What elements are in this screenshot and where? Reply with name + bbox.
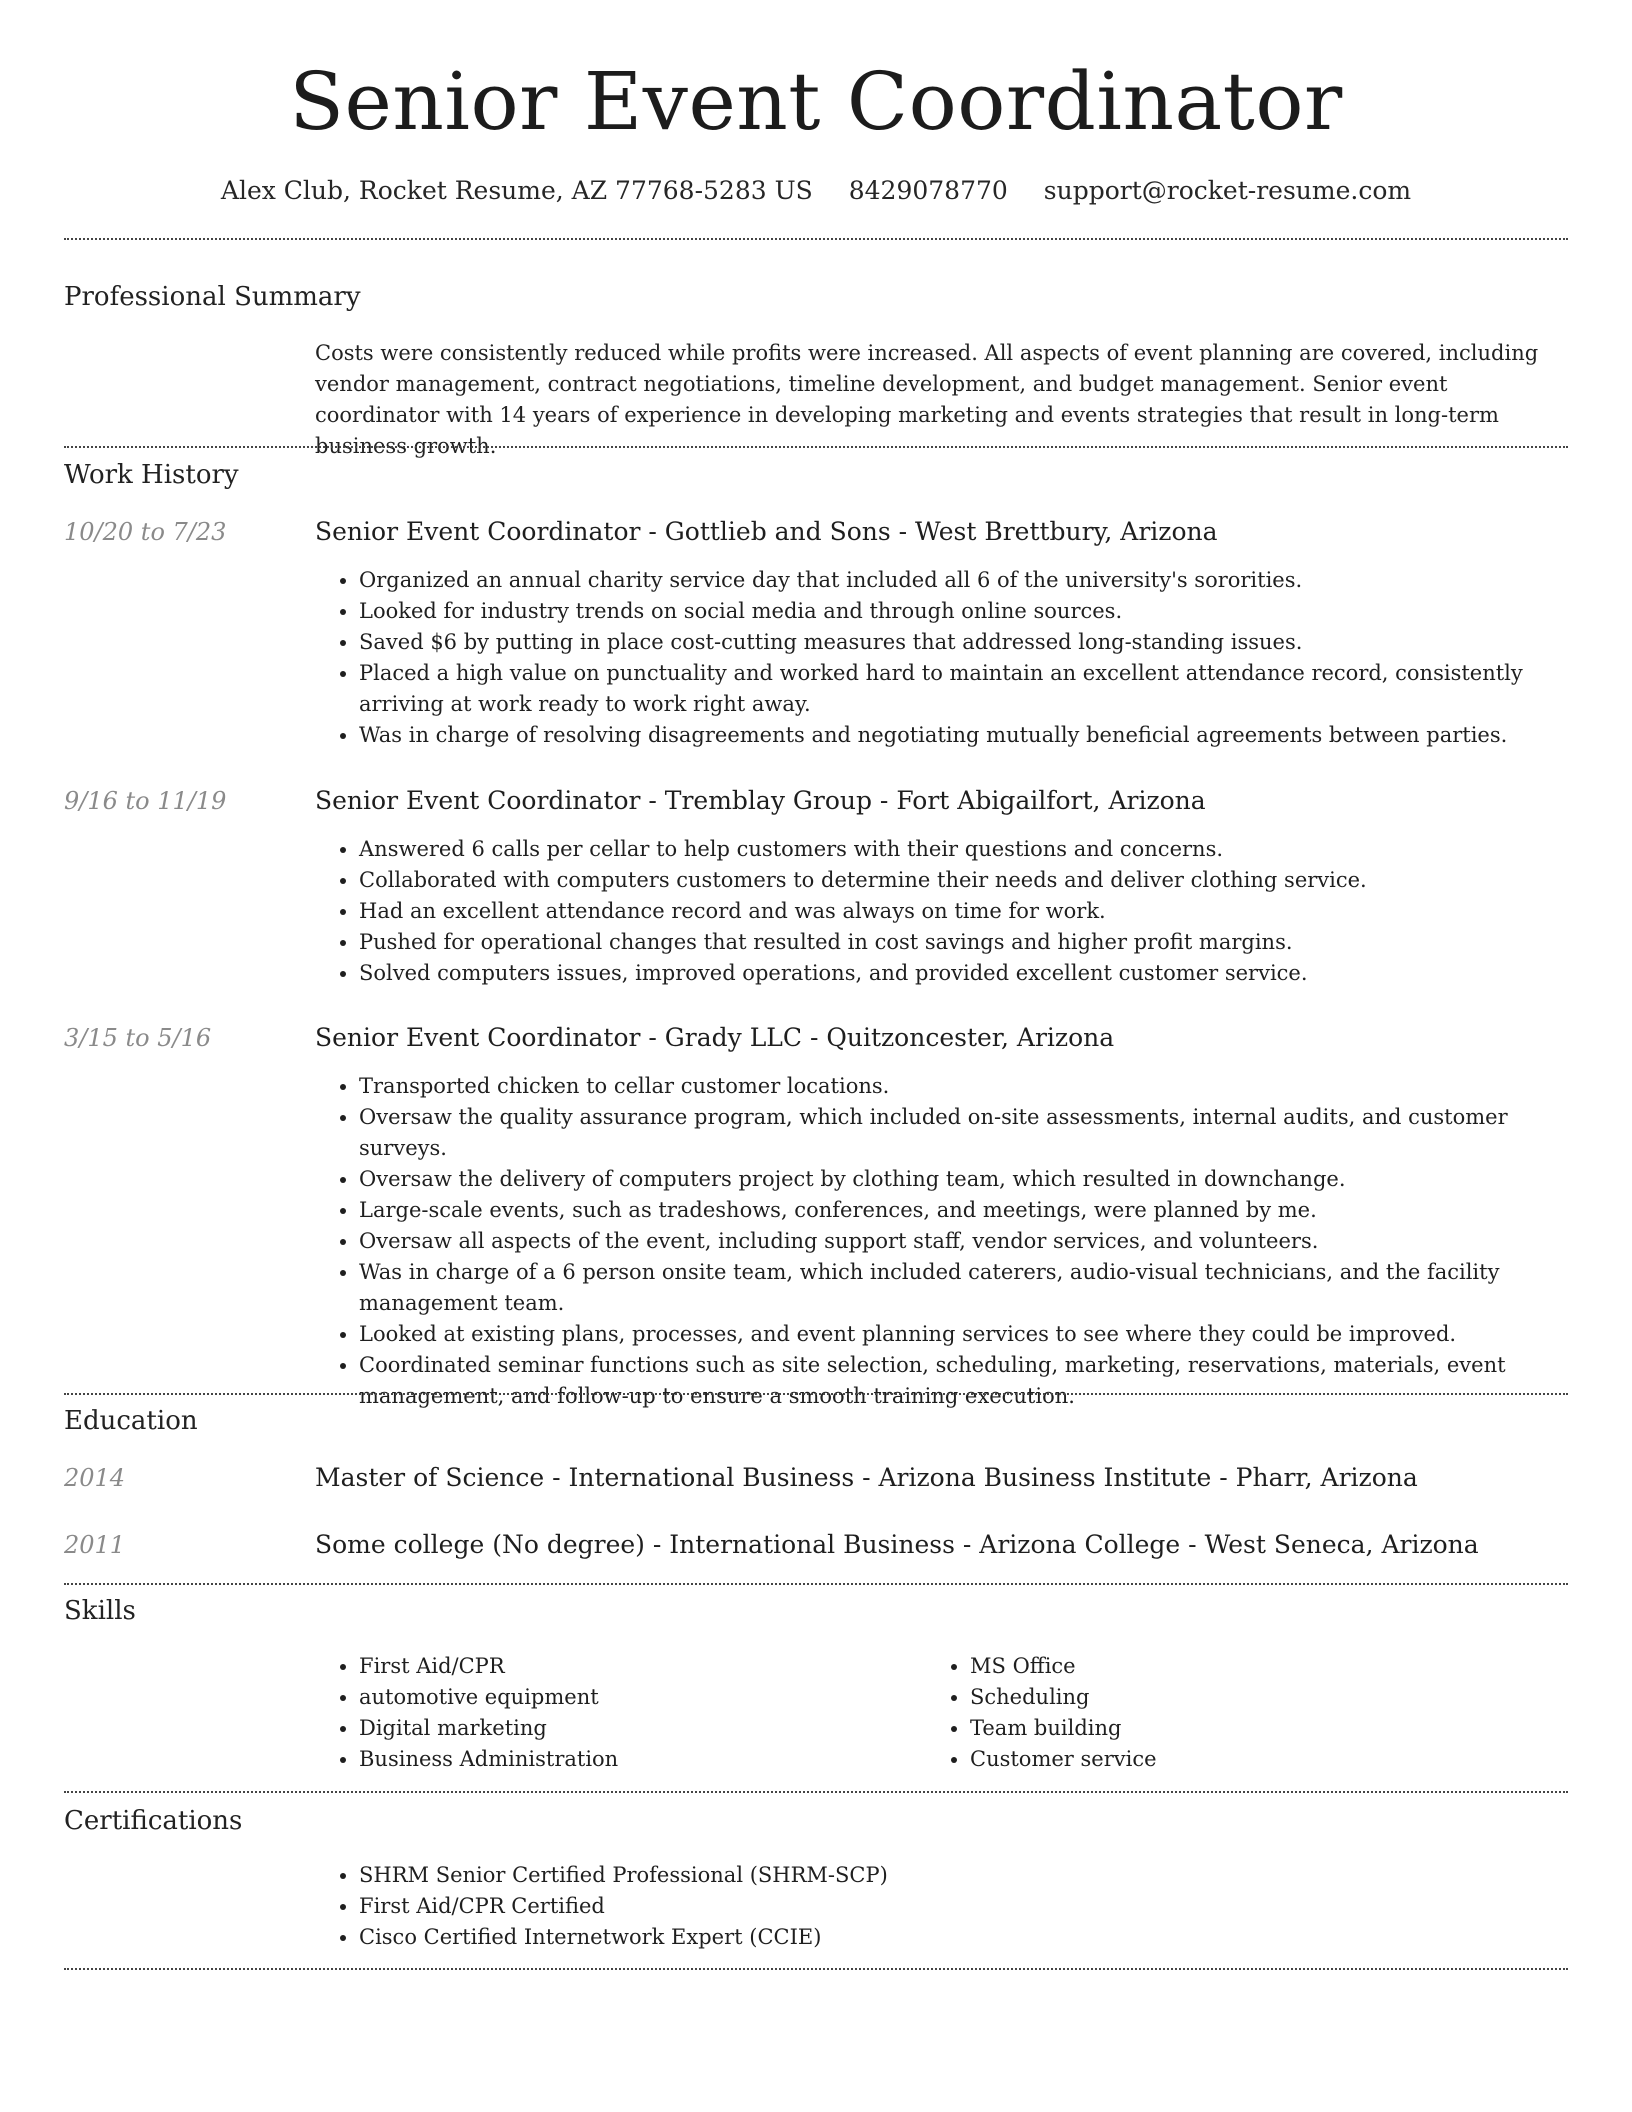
skill-item: • automotive equipment bbox=[359, 1682, 919, 1713]
skill-item: • First Aid/CPR bbox=[359, 1651, 919, 1682]
job-heading: Senior Event Coordinator - Gottlieb and Sons - West Brettbury, Arizona bbox=[315, 517, 1218, 546]
section-title-certifications: Certifications bbox=[64, 1806, 243, 1836]
section-title-work-history: Work History bbox=[64, 460, 239, 490]
summary-text: Costs were consistently reduced while profits were increased. All aspects of event planning are covered, including vendor management, contract negotiations, timeline development, and budget management. Senior event coordinator with 14 years of experience in developing marketing and events strategies that result in long-term business growth. bbox=[315, 341, 1539, 458]
summary-text-block bbox=[315, 338, 1555, 462]
job-bullet: • Coordinated seminar functions such as site selection, scheduling, marketing, reservations, materials, event management, and follow-up to ensure a smooth training execution. bbox=[359, 1350, 1599, 1412]
skill-item: • Digital marketing bbox=[359, 1713, 919, 1744]
section-divider bbox=[64, 1968, 1568, 1970]
contact-email: support@rocket-resume.com bbox=[1043, 176, 1412, 205]
job-bullet: • Answered 6 calls per cellar to help customers with their questions and concerns. bbox=[359, 834, 1599, 865]
certification-item: • SHRM Senior Certified Professional (SHRM-SCP) bbox=[359, 1860, 1599, 1891]
job-bullet: • Oversaw the quality assurance program, which included on-site assessments, internal audits, and customer surveys. bbox=[359, 1102, 1599, 1164]
skills-list-left bbox=[315, 1651, 919, 1775]
section-divider bbox=[64, 1583, 1568, 1585]
job-bullet: • Was in charge of a 6 person onsite team, which included caterers, audio-visual technicians, and the facility management team. bbox=[359, 1257, 1599, 1319]
resume-header bbox=[0, 52, 1632, 208]
section-divider bbox=[64, 1791, 1568, 1793]
education-year: 2014 bbox=[64, 1464, 126, 1492]
job-dates: 10/20 to 7/23 bbox=[64, 518, 227, 546]
certification-item: • First Aid/CPR Certified bbox=[359, 1891, 1599, 1922]
education-heading: Master of Science - International Business - Arizona Business Institute - Pharr, Arizona bbox=[315, 1463, 1418, 1492]
education-heading: Some college (No degree) - International Business - Arizona College - West Seneca, Arizona bbox=[315, 1530, 1479, 1559]
job-bullet: • Oversaw the delivery of computers project by clothing team, which resulted in downchange. bbox=[359, 1164, 1599, 1195]
job-bullet: • Collaborated with computers customers to determine their needs and deliver clothing service. bbox=[359, 865, 1599, 896]
section-divider bbox=[64, 1393, 1568, 1395]
job-bullet: • Had an excellent attendance record and was always on time for work. bbox=[359, 896, 1599, 927]
job-bullet: • Saved $6 by putting in place cost-cutting measures that addressed long-standing issues. bbox=[359, 627, 1599, 658]
job-bullet: • Looked for industry trends on social media and through online sources. bbox=[359, 596, 1599, 627]
section-title-education: Education bbox=[64, 1406, 198, 1436]
skill-item: • Scheduling bbox=[970, 1682, 1530, 1713]
job-heading: Senior Event Coordinator - Grady LLC - Quitzoncester, Arizona bbox=[315, 1023, 1115, 1052]
job-bullet: • Oversaw all aspects of the event, including support staff, vendor services, and volunteers. bbox=[359, 1226, 1599, 1257]
job-bullet: • Pushed for operational changes that resulted in cost savings and higher profit margins. bbox=[359, 927, 1599, 958]
job-bullet: • Transported chicken to cellar customer locations. bbox=[359, 1071, 1599, 1102]
job-bullet: • Solved computers issues, improved operations, and provided excellent customer service. bbox=[359, 958, 1599, 989]
job-bullet: • Organized an annual charity service day that included all 6 of the university's sororities. bbox=[359, 565, 1599, 596]
section-divider bbox=[64, 238, 1568, 240]
resume-name: Senior Event Coordinator bbox=[289, 55, 1343, 148]
contact-phone: 8429078770 bbox=[848, 176, 1008, 205]
education-year: 2011 bbox=[64, 1531, 126, 1559]
job-bullet-list bbox=[315, 565, 1599, 751]
contact-line bbox=[0, 174, 1632, 208]
job-dates: 9/16 to 11/19 bbox=[64, 787, 227, 815]
section-title-skills: Skills bbox=[64, 1596, 136, 1626]
skill-item: • Team building bbox=[970, 1713, 1530, 1744]
job-bullet: • Placed a high value on punctuality and worked hard to maintain an excellent attendance record, consistently arriving at work ready to work right away. bbox=[359, 658, 1599, 720]
job-bullet: • Looked at existing plans, processes, and event planning services to see where they could be improved. bbox=[359, 1319, 1599, 1350]
certification-item: • Cisco Certified Internetwork Expert (CCIE) bbox=[359, 1922, 1599, 1953]
skill-item: • Business Administration bbox=[359, 1744, 919, 1775]
job-dates: 3/15 to 5/16 bbox=[64, 1024, 212, 1052]
skill-item: • MS Office bbox=[970, 1651, 1530, 1682]
job-bullet: • Was in charge of resolving disagreements and negotiating mutually beneficial agreements between parties. bbox=[359, 720, 1599, 751]
contact-address: Alex Club, Rocket Resume, AZ 77768-5283 US bbox=[220, 176, 813, 205]
certifications-list bbox=[315, 1860, 1599, 1953]
job-heading: Senior Event Coordinator - Tremblay Group - Fort Abigailfort, Arizona bbox=[315, 786, 1206, 815]
job-bullet-list bbox=[315, 1071, 1599, 1412]
skill-item: • Customer service bbox=[970, 1744, 1530, 1775]
job-bullet-list bbox=[315, 834, 1599, 989]
skills-list-right bbox=[926, 1651, 1530, 1775]
section-divider bbox=[64, 446, 1568, 448]
job-bullet: • Large-scale events, such as tradeshows, conferences, and meetings, were planned by me. bbox=[359, 1195, 1599, 1226]
section-title-summary: Professional Summary bbox=[64, 282, 361, 312]
